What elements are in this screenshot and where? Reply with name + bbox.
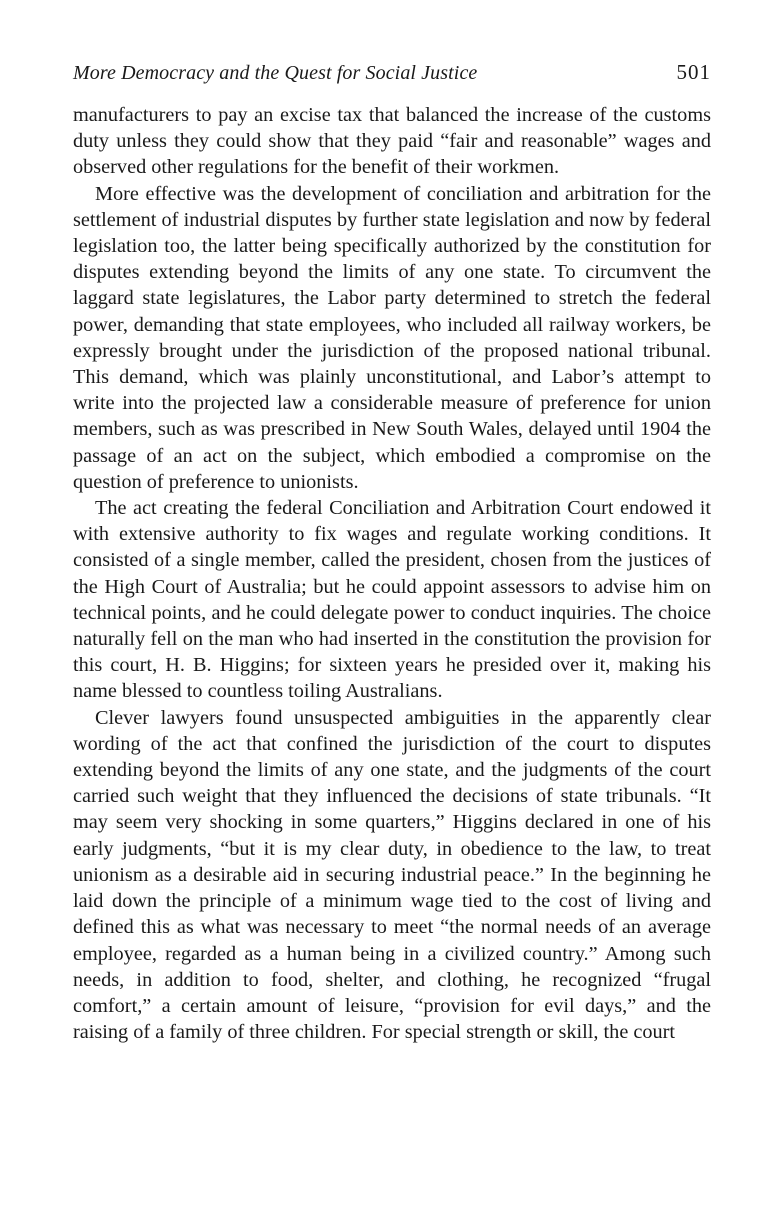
page-number: 501 bbox=[676, 60, 711, 84]
paragraph-conciliation: More effective was the development of conciliation and arbitration for the settlement of industrial disputes by further state legislation and now by federal legislation too, the latter being specifically authorized by the constitution for disputes extending beyond the limits of any one state. To circumvent the laggard state legislatures, the Labor party determined to stretch the federal power, demanding that state employees, who included all railway workers, be expressly brought under the jurisdiction of the proposed national tribunal. This demand, which was plainly unconstitutional, and Labor’s attempt to write into the projected law a considerable measure of preference for union members, such as was prescribed in New South Wales, delayed until 1904 the passage of an act on the subject, which embodied a compromise on the question of preference to unionists. bbox=[73, 182, 711, 493]
paragraph-higgins-judgments: Clever lawyers found unsuspected ambiguities in the apparently clear wording of the act that confined the jurisdiction of the court to disputes extending beyond the limits of any one state, and the judgments of the court carried such weight that they influenced the decisions of state tribunals. “It may seem very shocking in some quarters,” Higgins declared in one of his early judgments, “but it is my clear duty, in obedience to the law, to treat unionism as a desirable aid in securing industrial peace.” In the beginning he laid down the principle of a minimum wage tied to the cost of living and defined this as what was necessary to meet “the normal needs of an average employee, regarded as a human being in a civilized country.” Among such needs, in addition to food, shelter, and clothing, he recognized “frugal comfort,” a certain amount of leisure, “provision for evil days,” and the raising of a family of three children. For special strength or skill, the court bbox=[73, 706, 711, 1044]
book-page bbox=[73, 60, 711, 1045]
paragraph-continuation: manufacturers to pay an excise tax that balanced the increase of the customs duty unless they could show that they paid “fair and reasonable” wages and observed other regulations for the benefit of their workmen. bbox=[73, 104, 711, 179]
running-head: More Democracy and the Quest for Social Justice bbox=[73, 62, 478, 84]
page-header bbox=[73, 60, 711, 96]
paragraph-arbitration-court: The act creating the federal Conciliation and Arbitration Court endowed it with extensive authority to fix wages and regulate working conditions. It consisted of a single member, called the president, chosen from the justices of the High Court of Australia; but he could appoint assessors to advise him on technical points, and he could delegate power to conduct inquiries. The choice naturally fell on the man who had inserted in the constitution the provision for this court, H. B. Higgins; for sixteen years he presided over it, making his name blessed to countless toiling Australians. bbox=[73, 497, 711, 703]
body-text bbox=[73, 102, 711, 1045]
